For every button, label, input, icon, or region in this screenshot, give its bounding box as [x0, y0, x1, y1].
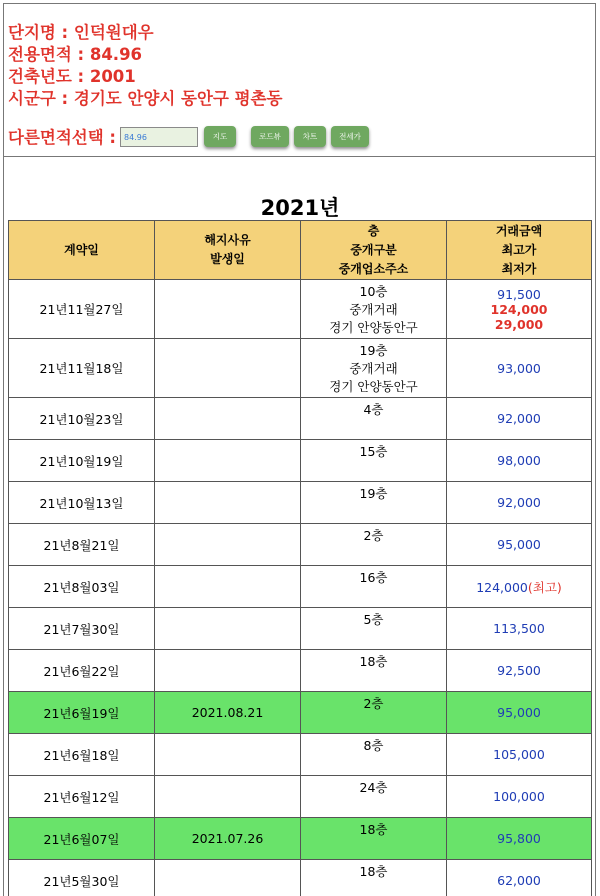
price-value: 95,000: [497, 705, 541, 720]
header-date: 계약일: [9, 221, 155, 280]
cell-date: 21년7월30일: [9, 608, 155, 650]
cell-price: [447, 692, 592, 734]
price-value: 95,000: [497, 537, 541, 552]
cell-cancel-date: [155, 398, 301, 440]
floor-value: 5층: [363, 612, 384, 627]
cell-price: [447, 776, 592, 818]
floor-value: 24층: [359, 780, 388, 795]
table-row: [9, 566, 592, 608]
header-floor: 층 중개구분 중개업소주소: [301, 221, 447, 280]
floor-value: 2층: [363, 528, 384, 543]
region: 시군구 : 경기도 안양시 동안구 평촌동: [8, 89, 283, 108]
cell-floor: [301, 524, 447, 566]
cell-price: [447, 524, 592, 566]
price-value: 113,500: [493, 621, 545, 636]
floor-value: 16층: [359, 570, 388, 585]
cell-price: [447, 440, 592, 482]
cell-price: [447, 650, 592, 692]
table-row: [9, 650, 592, 692]
price-value: 91,500: [497, 286, 541, 302]
cell-date: 21년11월27일: [9, 280, 155, 339]
cell-price: [447, 608, 592, 650]
price-value: 93,000: [497, 360, 541, 376]
exclusive-area: 전용면적 : 84.96: [8, 45, 143, 64]
cell-price: [447, 818, 592, 860]
floor-value: 10층: [359, 284, 388, 299]
price-max-tag: (최고): [527, 579, 562, 595]
cell-cancel-date: 2021.07.26: [155, 818, 301, 860]
cell-date: 21년6월12일: [9, 776, 155, 818]
cell-cancel-date: 2021.08.21: [155, 692, 301, 734]
table-header-row: [9, 221, 592, 280]
table-row: [9, 608, 592, 650]
cell-date: 21년10월13일: [9, 482, 155, 524]
cell-date: 21년6월19일: [9, 692, 155, 734]
cell-date: 21년11월18일: [9, 339, 155, 398]
table-row: [9, 860, 592, 896]
price-value: 62,000: [497, 873, 541, 888]
chart-button[interactable]: 차트: [294, 126, 326, 147]
cell-cancel-date: [155, 339, 301, 398]
year-title: 2021년: [260, 196, 340, 220]
floor-value: 15층: [359, 444, 388, 459]
cell-price: [447, 280, 592, 339]
cell-cancel-date: [155, 566, 301, 608]
cell-cancel-date: [155, 524, 301, 566]
cell-floor: [301, 398, 447, 440]
header-price: 거래금액 최고가 최저가: [447, 221, 592, 280]
broker-type: 중개거래: [349, 302, 398, 317]
cell-floor: [301, 734, 447, 776]
cell-floor: [301, 860, 447, 896]
cell-cancel-date: [155, 776, 301, 818]
floor-value: 2층: [363, 696, 384, 711]
cell-date: 21년8월03일: [9, 566, 155, 608]
table-row: [9, 280, 592, 339]
area-select-row: [8, 122, 593, 152]
floor-value: 19층: [359, 343, 388, 358]
cell-cancel-date: [155, 860, 301, 896]
floor-value: 19층: [359, 486, 388, 501]
cell-cancel-date: [155, 482, 301, 524]
cell-floor: [301, 482, 447, 524]
cell-floor: [301, 776, 447, 818]
table-row: [9, 339, 592, 398]
table-row: [9, 818, 592, 860]
cell-floor: [301, 692, 447, 734]
floor-value: 8층: [363, 738, 384, 753]
cell-floor: [301, 650, 447, 692]
cell-floor: [301, 440, 447, 482]
complex-info: [8, 22, 588, 110]
cell-price: [447, 339, 592, 398]
cell-date: 21년6월07일: [9, 818, 155, 860]
cell-cancel-date: [155, 650, 301, 692]
table-row: [9, 776, 592, 818]
cell-date: 21년6월18일: [9, 734, 155, 776]
table-row: [9, 734, 592, 776]
floor-value: 18층: [359, 822, 388, 837]
price-value: 95,800: [497, 831, 541, 846]
cell-date: 21년8월21일: [9, 524, 155, 566]
table-row: [9, 482, 592, 524]
rent-price-button[interactable]: 전세가: [331, 126, 369, 147]
cell-cancel-date: [155, 608, 301, 650]
floor-value: 18층: [359, 654, 388, 669]
cell-date: 21년5월30일: [9, 860, 155, 896]
table-row: [9, 440, 592, 482]
price-value: 98,000: [497, 453, 541, 468]
price-value: 92,000: [497, 495, 541, 510]
cell-date: 21년10월19일: [9, 440, 155, 482]
map-button[interactable]: 지도: [204, 126, 236, 147]
complex-name: 단지명 : 인덕원대우: [8, 23, 154, 42]
price-max: 124,000: [490, 301, 548, 317]
price-value: 105,000: [493, 747, 545, 762]
price-value: 92,000: [497, 411, 541, 426]
cell-floor: [301, 608, 447, 650]
cell-cancel-date: [155, 734, 301, 776]
area-select-input[interactable]: [120, 127, 198, 147]
price-value: 124,000: [476, 579, 528, 595]
cell-date: 21년10월23일: [9, 398, 155, 440]
table-row: [9, 692, 592, 734]
floor-value: 4층: [363, 402, 384, 417]
cell-floor: [301, 566, 447, 608]
build-year: 건축년도 : 2001: [8, 67, 136, 86]
cell-price: [447, 398, 592, 440]
cell-floor: [301, 818, 447, 860]
cell-date: 21년6월22일: [9, 650, 155, 692]
section-divider: [3, 156, 596, 157]
cell-cancel-date: [155, 440, 301, 482]
cell-price: [447, 566, 592, 608]
header-cancel: 해지사유 발생일: [155, 221, 301, 280]
price-min: 29,000: [494, 316, 544, 332]
cell-floor: [301, 339, 447, 398]
broker-type: 중개거래: [349, 361, 398, 376]
broker-address: 경기 안양동안구: [329, 320, 418, 335]
broker-address: 경기 안양동안구: [329, 379, 418, 394]
cell-floor: [301, 280, 447, 339]
price-value: 92,500: [497, 663, 541, 678]
cell-cancel-date: [155, 280, 301, 339]
area-select-label: 다른면적선택 :: [8, 128, 116, 147]
cell-price: [447, 482, 592, 524]
deals-table: [8, 220, 592, 896]
cell-price: [447, 734, 592, 776]
floor-value: 18층: [359, 864, 388, 879]
table-row: [9, 398, 592, 440]
table-row: [9, 524, 592, 566]
cell-price: [447, 860, 592, 896]
price-value: 100,000: [493, 789, 545, 804]
roadview-button[interactable]: 로드뷰: [251, 126, 289, 147]
